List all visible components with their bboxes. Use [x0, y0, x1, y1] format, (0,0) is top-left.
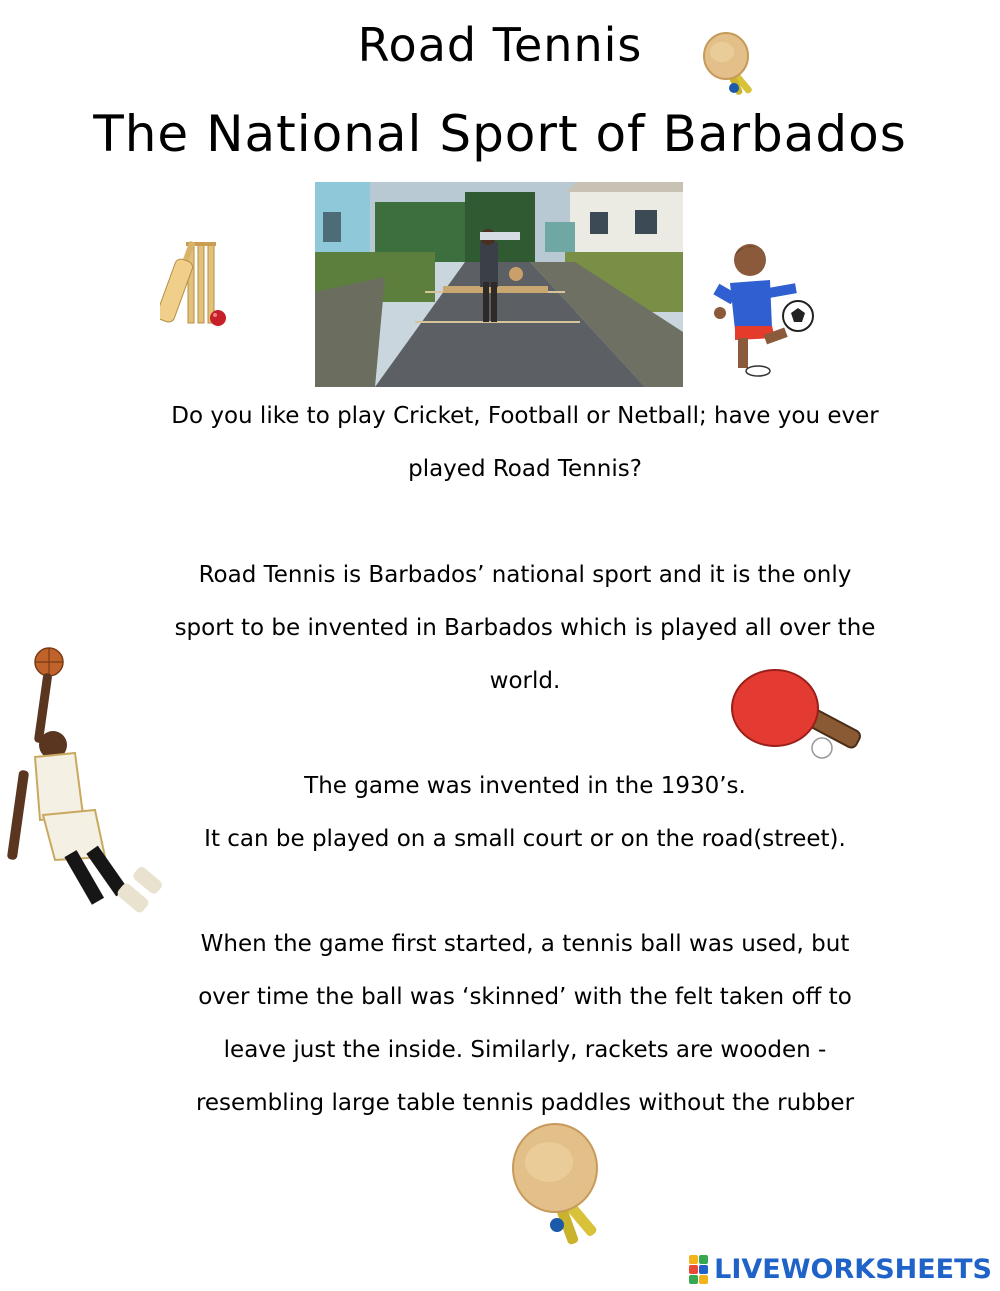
invention-paragraph	[90, 760, 960, 866]
ball-history-paragraph	[90, 918, 960, 1130]
title-line-2: The National Sport of Barbados	[93, 105, 907, 163]
intro-paragraph	[90, 390, 960, 496]
logo-text: LIVEWORKSHEETS	[714, 1253, 992, 1285]
text-line: world.	[489, 668, 561, 694]
text-line: It can be played on a small court or on the road(street).	[204, 826, 846, 852]
boy-kicking-football-icon	[710, 238, 820, 378]
road-tennis-paddles-icon	[700, 30, 770, 102]
text-line: Road Tennis is Barbados’ national sport and it is the only	[198, 562, 852, 588]
text-line: played Road Tennis?	[408, 456, 642, 482]
cricket-bat-stumps-icon	[160, 240, 235, 330]
text-line: over time the ball was ‘skinned’ with the felt taken off to	[198, 984, 852, 1010]
text-line: When the game first started, a tennis ball was used, but	[200, 931, 850, 957]
text-line: The game was invented in the 1930’s.	[304, 773, 746, 799]
liveworksheets-logo	[689, 1252, 992, 1286]
logo-mark-icon	[689, 1255, 708, 1284]
text-line: sport to be invented in Barbados which is played all over the	[174, 615, 876, 641]
text-line: Do you like to play Cricket, Football or Netball; have you ever	[171, 403, 879, 429]
text-line: leave just the inside. Similarly, rackets are wooden -	[223, 1037, 827, 1063]
road-tennis-street-photo	[315, 182, 683, 387]
road-tennis-paddles-icon	[505, 1120, 625, 1255]
text-line: resembling large table tennis paddles without the rubber	[195, 1090, 855, 1116]
national-sport-paragraph	[90, 549, 960, 708]
title-line-1: Road Tennis	[357, 18, 643, 72]
